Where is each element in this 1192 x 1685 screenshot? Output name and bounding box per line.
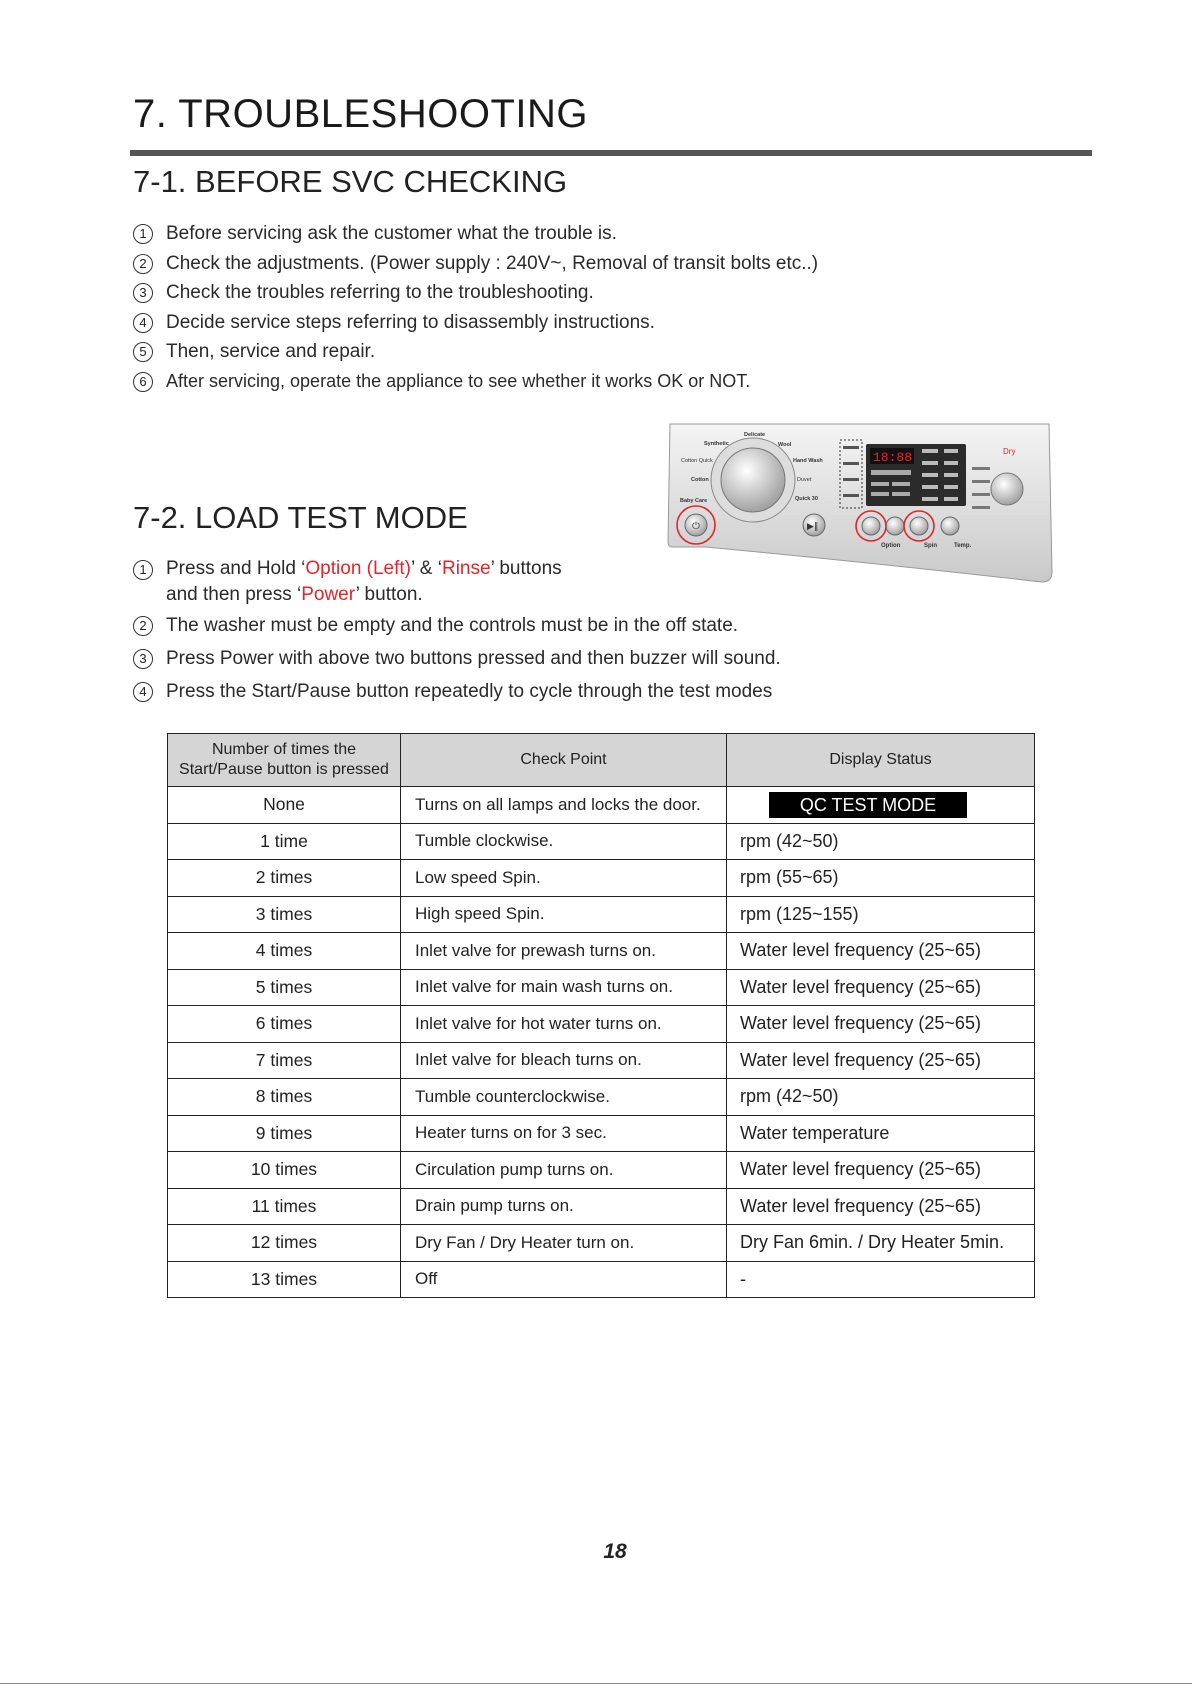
cell-display: Water level frequency (25~65) bbox=[727, 933, 1035, 970]
before-svc-steps bbox=[133, 223, 818, 400]
cell-check: Dry Fan / Dry Heater turn on. bbox=[401, 1225, 727, 1262]
bottom-border bbox=[0, 1683, 1192, 1684]
cell-check: Inlet valve for bleach turns on. bbox=[401, 1042, 727, 1079]
cell-check: Drain pump turns on. bbox=[401, 1188, 727, 1225]
cell-display bbox=[727, 787, 1035, 824]
cell-count: 4 times bbox=[168, 933, 401, 970]
chapter-title: 7. TROUBLESHOOTING bbox=[133, 92, 589, 136]
dry-label: Dry bbox=[1003, 447, 1016, 456]
column-header-display: Display Status bbox=[727, 734, 1035, 787]
cell-count: 3 times bbox=[168, 896, 401, 933]
step-text: The washer must be empty and the controls must be in the off state. bbox=[166, 615, 739, 636]
step-text: Press the Start/Pause button repeatedly to cycle through the test modes bbox=[166, 681, 773, 702]
cell-count: 7 times bbox=[168, 1042, 401, 1079]
table-row bbox=[168, 823, 1035, 860]
cell-check: Off bbox=[401, 1261, 727, 1298]
panel-button-label: Spin bbox=[924, 543, 937, 549]
cell-count: None bbox=[168, 787, 401, 824]
cell-display: rpm (42~50) bbox=[727, 1079, 1035, 1116]
cell-count: 13 times bbox=[168, 1261, 401, 1298]
step-text: and then press ‘ bbox=[166, 584, 302, 605]
step-number: 4 bbox=[133, 313, 153, 333]
cell-display: Water level frequency (25~65) bbox=[727, 969, 1035, 1006]
table-row bbox=[168, 1188, 1035, 1225]
step-text: Then, service and repair. bbox=[166, 341, 376, 362]
step-number: 4 bbox=[133, 682, 153, 702]
section-title-before-svc: 7-1. BEFORE SVC CHECKING bbox=[133, 164, 568, 199]
cell-check: Inlet valve for hot water turns on. bbox=[401, 1006, 727, 1043]
list-item bbox=[133, 341, 818, 371]
list-item bbox=[133, 648, 781, 681]
step-number: 3 bbox=[133, 649, 153, 669]
table-row bbox=[168, 969, 1035, 1006]
list-item bbox=[133, 371, 818, 401]
panel-button-label: Temp. bbox=[954, 543, 972, 549]
step-text: Press Power with above two buttons pressed and then buzzer will sound. bbox=[166, 648, 781, 669]
step-text: After servicing, operate the appliance to see whether it works OK or NOT. bbox=[166, 370, 751, 391]
list-item bbox=[133, 312, 818, 342]
cell-check: Inlet valve for main wash turns on. bbox=[401, 969, 727, 1006]
dial-label: Quick 30 bbox=[795, 496, 818, 502]
table-row bbox=[168, 1261, 1035, 1298]
step-text: Before servicing ask the customer what the trouble is. bbox=[166, 223, 617, 244]
table-row bbox=[168, 1115, 1035, 1152]
step-number: 1 bbox=[133, 560, 153, 580]
cell-display: Water level frequency (25~65) bbox=[727, 1188, 1035, 1225]
svg-text:▶‖: ▶‖ bbox=[807, 522, 819, 532]
header-text: Start/Pause button is pressed bbox=[179, 761, 389, 778]
step-number: 2 bbox=[133, 616, 153, 636]
list-item bbox=[133, 282, 818, 312]
cell-display: Water level frequency (25~65) bbox=[727, 1042, 1035, 1079]
step-text: Check the adjustments. (Power supply : 240V~, Removal of transit bolts etc..) bbox=[166, 252, 819, 274]
cell-count: 6 times bbox=[168, 1006, 401, 1043]
table-row bbox=[168, 933, 1035, 970]
option-button-ref: Option (Left) bbox=[305, 558, 412, 579]
list-item bbox=[133, 615, 781, 648]
dial-label: Wool bbox=[778, 442, 792, 448]
cell-count: 8 times bbox=[168, 1079, 401, 1116]
list-item bbox=[133, 681, 781, 714]
step-text: ’ & ‘ bbox=[411, 558, 442, 579]
cell-display: rpm (42~50) bbox=[727, 823, 1035, 860]
section-title-load-test: 7-2. LOAD TEST MODE bbox=[133, 500, 468, 535]
cell-check: Inlet valve for prewash turns on. bbox=[401, 933, 727, 970]
list-item bbox=[133, 253, 818, 283]
list-item bbox=[133, 223, 818, 253]
table-row bbox=[168, 787, 1035, 824]
step-number: 6 bbox=[133, 372, 153, 392]
cell-count: 12 times bbox=[168, 1225, 401, 1262]
cell-count: 10 times bbox=[168, 1152, 401, 1189]
cell-check: Turns on all lamps and locks the door. bbox=[401, 787, 727, 824]
panel-button-label: Option bbox=[881, 543, 901, 549]
dial-label: Duvet bbox=[797, 477, 812, 483]
cell-check: Low speed Spin. bbox=[401, 860, 727, 897]
cell-count: 1 time bbox=[168, 823, 401, 860]
rinse-button-ref: Rinse bbox=[441, 558, 491, 579]
step-text: Decide service steps referring to disassembly instructions. bbox=[166, 311, 655, 333]
cell-display: Water temperature bbox=[727, 1115, 1035, 1152]
step-number: 5 bbox=[133, 342, 153, 362]
cell-count: 2 times bbox=[168, 860, 401, 897]
column-header-count bbox=[168, 734, 401, 787]
step-number: 3 bbox=[133, 283, 153, 303]
step-text: Press and Hold ‘ bbox=[166, 558, 306, 579]
dial-label: Hand Wash bbox=[793, 458, 823, 464]
display-readout: 18:88 bbox=[873, 450, 913, 465]
load-test-steps bbox=[133, 556, 781, 714]
cell-display: Water level frequency (25~65) bbox=[727, 1006, 1035, 1043]
cell-check: High speed Spin. bbox=[401, 896, 727, 933]
cell-display: Water level frequency (25~65) bbox=[727, 1152, 1035, 1189]
chapter-divider bbox=[130, 150, 1092, 156]
step-number: 2 bbox=[133, 254, 153, 274]
dial-label: Baby Care bbox=[680, 498, 708, 504]
dial-label: Cotton bbox=[691, 477, 709, 483]
step-number: 1 bbox=[133, 224, 153, 244]
cell-check: Tumble clockwise. bbox=[401, 823, 727, 860]
step-text: Check the troubles referring to the troubleshooting. bbox=[166, 282, 594, 303]
step-text: ’ buttons bbox=[490, 558, 562, 579]
dial-label: Synthetic bbox=[704, 441, 729, 447]
table-row bbox=[168, 1006, 1035, 1043]
power-button-ref: Power bbox=[301, 584, 356, 605]
cell-display: - bbox=[727, 1261, 1035, 1298]
cell-display: rpm (55~65) bbox=[727, 860, 1035, 897]
test-mode-table bbox=[167, 733, 1035, 1298]
cell-check: Tumble counterclockwise. bbox=[401, 1079, 727, 1116]
table-row bbox=[168, 860, 1035, 897]
cell-display: Dry Fan 6min. / Dry Heater 5min. bbox=[727, 1225, 1035, 1262]
cell-count: 5 times bbox=[168, 969, 401, 1006]
step-text: ’ button. bbox=[355, 584, 423, 605]
column-header-check: Check Point bbox=[401, 734, 727, 787]
table-row bbox=[168, 1225, 1035, 1262]
table-row bbox=[168, 1079, 1035, 1116]
table-header-row bbox=[168, 734, 1035, 787]
list-item bbox=[133, 556, 781, 608]
dial-label: Delicate bbox=[744, 432, 766, 438]
header-text: Number of times the bbox=[211, 741, 357, 758]
table-row bbox=[168, 896, 1035, 933]
table-row bbox=[168, 1042, 1035, 1079]
svg-text:⏻: ⏻ bbox=[692, 521, 700, 532]
dial-label: Cotton Quick bbox=[681, 458, 713, 464]
qc-test-mode-badge: QC TEST MODE bbox=[769, 792, 967, 818]
cell-check: Circulation pump turns on. bbox=[401, 1152, 727, 1189]
cell-count: 11 times bbox=[168, 1188, 401, 1225]
cell-count: 9 times bbox=[168, 1115, 401, 1152]
cell-check: Heater turns on for 3 sec. bbox=[401, 1115, 727, 1152]
cell-display: rpm (125~155) bbox=[727, 896, 1035, 933]
page-number: 18 bbox=[603, 1540, 627, 1563]
table-row bbox=[168, 1152, 1035, 1189]
